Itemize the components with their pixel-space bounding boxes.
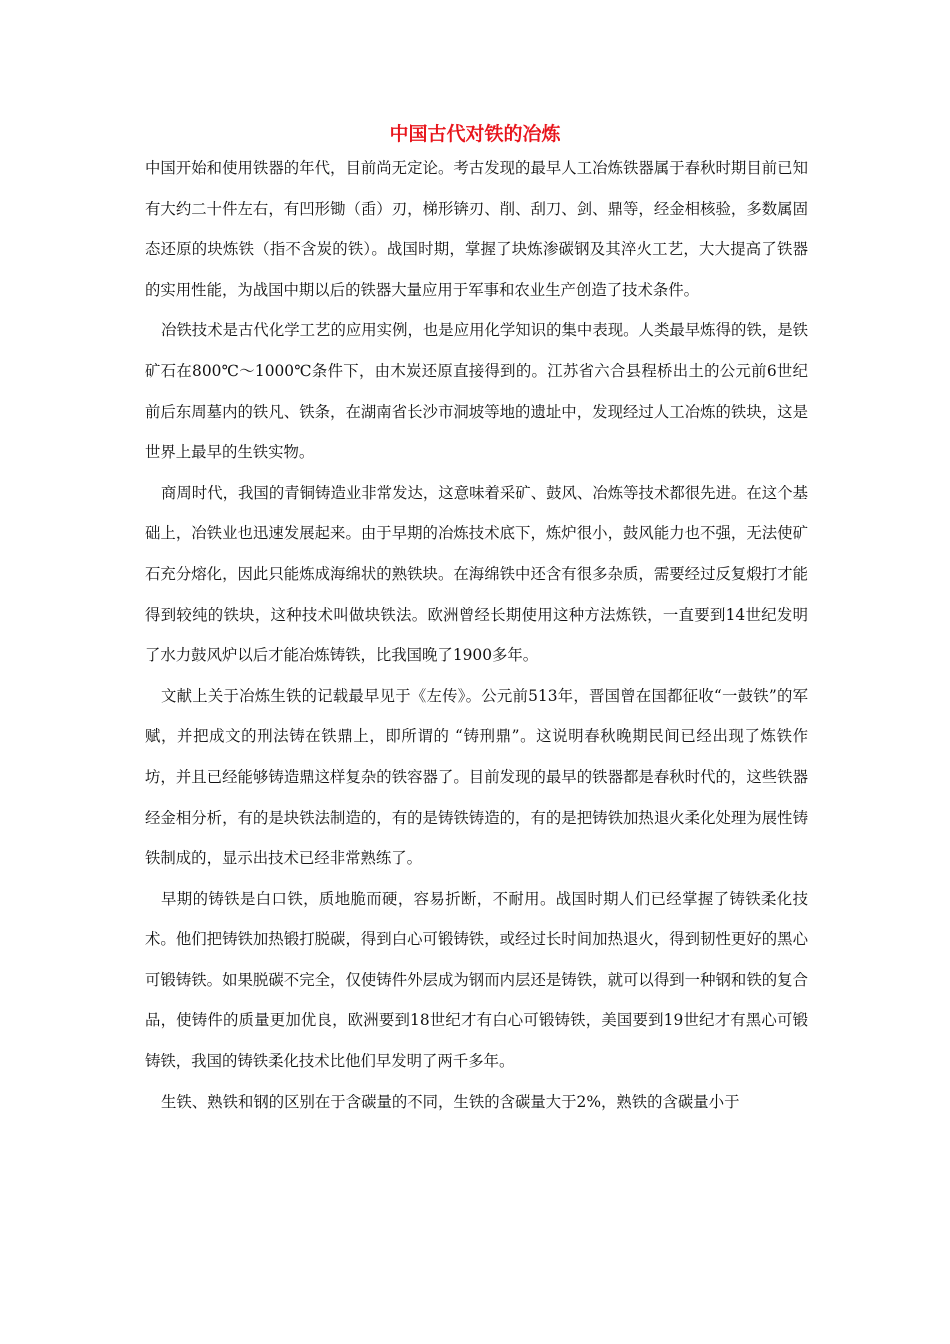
- document-body: [145, 148, 808, 1122]
- paragraph-4: 文献上关于冶炼生铁的记载最早见于《左传》。公元前513年，晋国曾在国都征收“一鼓铁”的军赋，并把成文的刑法铸在铁鼎上，即所谓的 “铸刑鼎”。这说明春秋晚期民间已经出现了炼铁作坊，并且已经能够铸造鼎这样复杂的铁容器了。目前发现的最早的铁器都是春秋时代的，这些铁器经金相分析，有的是块铁法制造的，有的是铸铁铸造的，有的是把铸铁加热退火柔化处理为展性铸铁制成的，显示出技术已经非常熟练了。: [145, 686, 808, 868]
- paragraph-3: 商周时代，我国的青铜铸造业非常发达，这意味着采矿、鼓风、冶炼等技术都很先进。在这个基础上，冶铁业也迅速发展起来。由于早期的冶炼技术底下，炼炉很小，鼓风能力也不强，无法使矿石充分熔化，因此只能炼成海绵状的熟铁块。在海绵铁中还含有很多杂质，需要经过反复煅打才能得到较纯的铁块，这种技术叫做块铁法。欧洲曾经长期使用这种方法炼铁，一直要到14世纪发明了水力鼓风炉以后才能冶炼铸铁，比我国晚了1900多年。: [145, 483, 808, 665]
- paragraph-6: 生铁、熟铁和钢的区别在于含碳量的不同，生铁的含碳量大于2%，熟铁的含碳量小于: [161, 1092, 740, 1111]
- paragraph-5: 早期的铸铁是白口铁，质地脆而硬，容易折断，不耐用。战国时期人们已经掌握了铸铁柔化技术。他们把铸铁加热锻打脱碳，得到白心可锻铸铁，或经过长时间加热退火，得到韧性更好的黑心可锻铸铁。如果脱碳不完全，仅使铸件外层成为钢而内层还是铸铁，就可以得到一种钢和铁的复合品，使铸件的质量更加优良，欧洲要到18世纪才有白心可锻铸铁，美国要到19世纪才有黑心可锻铸铁，我国的铸铁柔化技术比他们早发明了两千多年。: [145, 889, 808, 1071]
- document-title: 中国古代对铁的冶炼: [389, 123, 561, 145]
- paragraph-1: 中国开始和使用铁器的年代，目前尚无定论。考古发现的最早人工冶炼铁器属于春秋时期目前已知有大约二十件左右，有凹形锄（臿）刃，梯形锛刃、削、刮刀、剑、鼎等，经金相核验，多数属固态还原的块炼铁（指不含炭的铁）。战国时期，掌握了块炼渗碳钢及其淬火工艺，大大提高了铁器的实用性能，为战国中期以后的铁器大量应用于军事和农业生产创造了技术条件。: [145, 159, 808, 299]
- paragraph-2: 冶铁技术是古代化学工艺的应用实例，也是应用化学知识的集中表现。人类最早炼得的铁，是铁矿石在800℃～1000℃条件下，由木炭还原直接得到的。江苏省六合县程桥出土的公元前6世纪前后东周墓内的铁凡、铁条，在湖南省长沙市洞坡等地的遗址中，发现经过人工冶炼的铁块，这是世界上最早的生铁实物。: [145, 321, 808, 462]
